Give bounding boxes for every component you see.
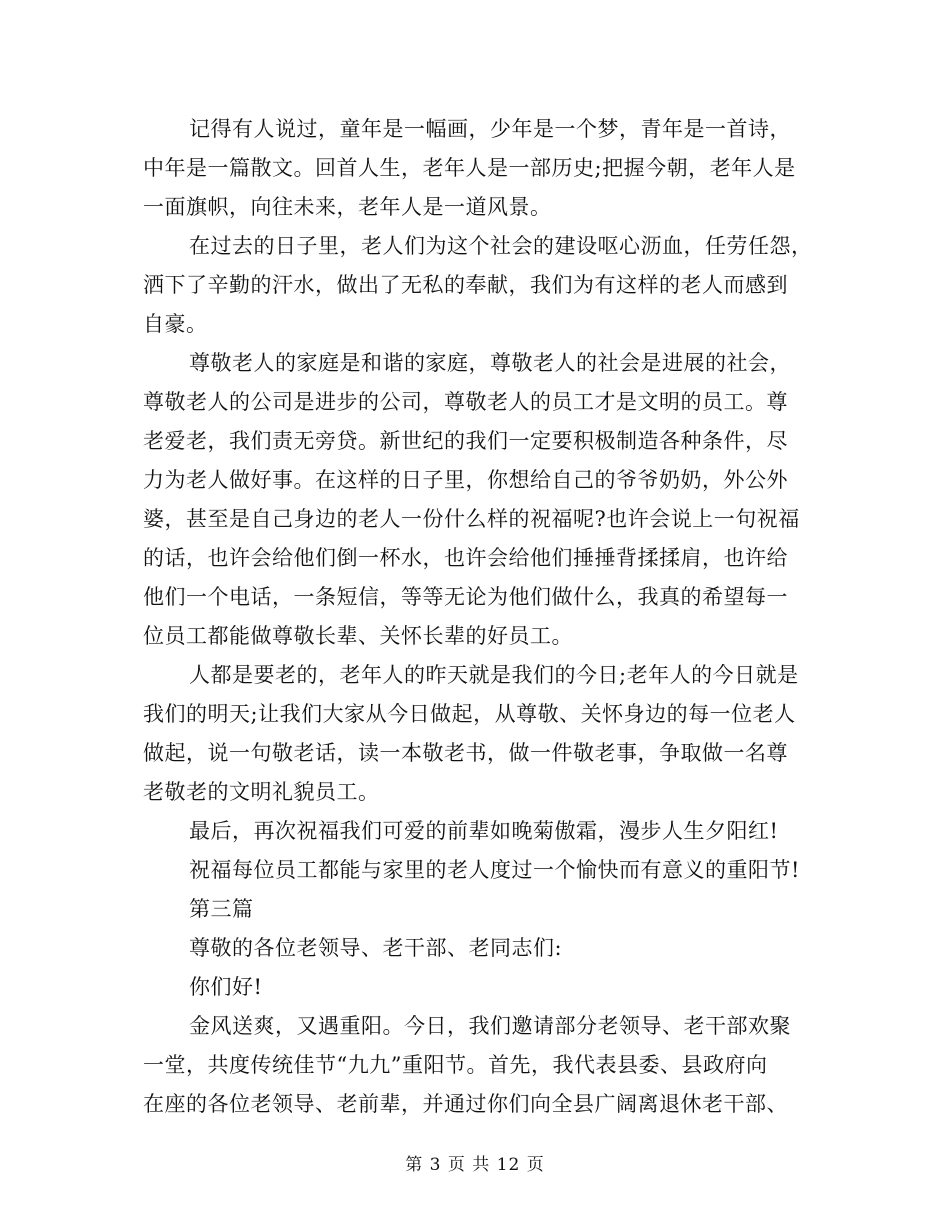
- text-line: 洒下了辛勤的汗水，做出了无私的奉献，我们为有这样的老人而感到: [143, 273, 788, 297]
- text-line: 人都是要老的，老年人的昨天就是我们的今日;老年人的今日就是: [189, 663, 799, 687]
- text-line: 老敬老的文明礼貌员工。: [143, 780, 380, 804]
- text-line: 最后，再次祝福我们可爱的前辈如晚菊傲霜，漫步人生夕阳红!: [189, 819, 779, 843]
- text-line: 的话，也许会给他们倒一杯水，也许会给他们捶捶背揉揉肩，也许给: [143, 546, 788, 570]
- text-line: 记得有人说过，童年是一幅画，少年是一个梦，青年是一首诗，: [189, 117, 791, 141]
- text-line: 我们的明天;让我们大家从今日做起，从尊敬、关怀身边的每一位老人: [143, 702, 796, 726]
- text-line: 尊敬老人的公司是进步的公司，尊敬老人的员工才是文明的员工。尊: [143, 390, 788, 414]
- text-line: 第三篇: [189, 897, 254, 921]
- text-line: 力为老人做好事。在这样的日子里，你想给自己的爷爷奶奶，外公外: [143, 468, 788, 492]
- text-line: 做起，说一句敬老话，读一本敬老书，做一件敬老事，争取做一名尊: [143, 741, 788, 765]
- text-line: 祝福每位员工都能与家里的老人度过一个愉快而有意义的重阳节!: [189, 858, 800, 882]
- text-line: 他们一个电话，一条短信，等等无论为他们做什么，我真的希望每一: [143, 585, 788, 609]
- text-line: 尊敬的各位老领导、老干部、老同志们:: [189, 936, 563, 960]
- text-line: 你们好!: [189, 975, 263, 999]
- text-line: 尊敬老人的家庭是和谐的家庭，尊敬老人的社会是进展的社会，: [189, 351, 791, 375]
- text-line: 老爱老，我们责无旁贷。新世纪的我们一定要积极制造各种条件，尽: [143, 429, 788, 453]
- text-line: 在座的各位老领导、老前辈，并通过你们向全县广阔离退休老干部、: [143, 1092, 788, 1116]
- text-line: 中年是一篇散文。回首人生，老年人是一部历史;把握今朝，老年人是: [143, 156, 796, 180]
- page-footer: 第 3 页 共 12 页: [405, 1155, 545, 1175]
- text-line: 位员工都能做尊敬长辈、关怀长辈的好员工。: [143, 624, 573, 648]
- text-line: 婆，甚至是自己身边的老人一份什么样的祝福呢?也许会说上一句祝福: [143, 507, 800, 531]
- document-body: [143, 110, 813, 1124]
- text-line: 金风送爽，又遇重阳。今日，我们邀请部分老领导、老干部欢聚: [189, 1014, 791, 1038]
- text-line: 一堂，共度传统佳节“九九”重阳节。首先，我代表县委、县政府向: [143, 1053, 768, 1077]
- text-line: 自豪。: [143, 312, 208, 336]
- text-line: 在过去的日子里，老人们为这个社会的建设呕心沥血，任劳任怨，: [189, 234, 813, 258]
- text-line: 一面旗帜，向往未来，老年人是一道风景。: [143, 195, 552, 219]
